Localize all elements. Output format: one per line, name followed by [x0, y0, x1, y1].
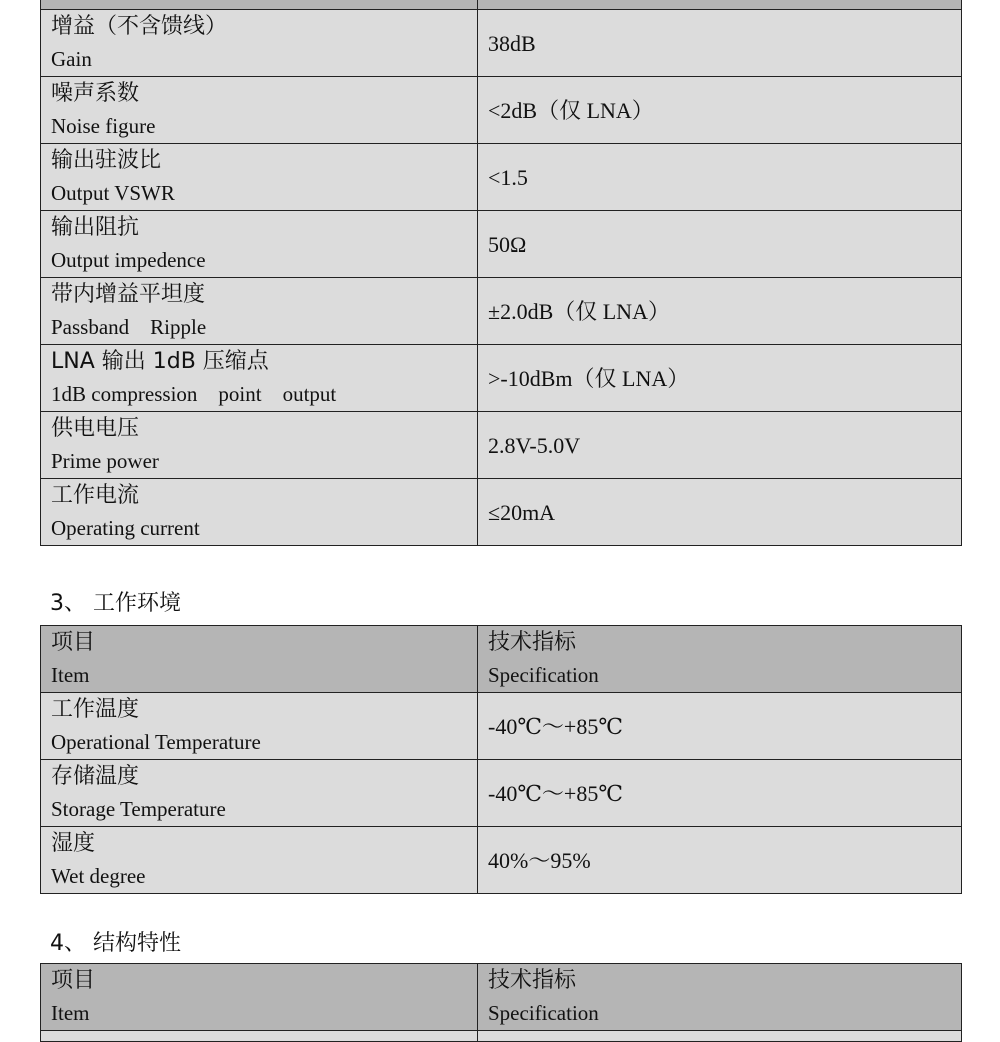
value-cell [478, 760, 962, 827]
section-heading-environment: 3、 工作环境 [50, 591, 181, 616]
item-cn: LNA 输出 1dB 压缩点 [51, 349, 269, 374]
item-value: <1.5 [488, 164, 528, 190]
item-cell [41, 278, 478, 345]
item-en: Gain [51, 47, 92, 71]
value-cell [478, 693, 962, 760]
table-row [41, 412, 962, 479]
item-en: Prime power [51, 449, 159, 473]
item-cn: 存储温度 [51, 764, 140, 789]
value-cell [478, 10, 962, 77]
item-value: 40%～95% [488, 847, 591, 873]
section-heading-structure: 4、 结构特性 [50, 931, 181, 956]
item-en: Noise figure [51, 114, 156, 138]
item-value: 2.8V-5.0V [488, 432, 581, 458]
item-cn: 供电电压 [51, 416, 140, 441]
item-cell [41, 760, 478, 827]
structure-spec-table [40, 963, 962, 1042]
item-cell [41, 345, 478, 412]
table-row [41, 1031, 962, 1042]
item-en: Output impedence [51, 248, 206, 272]
value-cell [478, 278, 962, 345]
header-spec-cell [478, 964, 962, 1031]
item-en: Operational Temperature [51, 730, 261, 754]
table-row [41, 479, 962, 546]
item-cell [41, 10, 478, 77]
item-en: 1dB compression point output [51, 382, 337, 406]
header-item-label [51, 0, 477, 2]
item-value: ≤20mA [488, 499, 556, 525]
item-value: -40℃～+85℃ [488, 780, 623, 806]
item-en: Storage Temperature [51, 797, 226, 821]
table-row [41, 278, 962, 345]
table-row [41, 144, 962, 211]
header-item-cn: 项目 [51, 630, 96, 655]
item-cn: 噪声系数 [51, 81, 140, 106]
header-item-en: Item [51, 1001, 90, 1025]
item-cn: 输出阻抗 [51, 215, 140, 240]
header-item-cell [41, 626, 478, 693]
header-item-cn: 项目 [51, 968, 96, 993]
item-cell [41, 693, 478, 760]
item-value: 50Ω [488, 231, 527, 257]
value-cell [478, 211, 962, 278]
table-header-row [41, 626, 962, 693]
header-item-cell [41, 0, 478, 10]
item-value: 38dB [488, 30, 536, 56]
item-cell [41, 211, 478, 278]
value-cell [478, 144, 962, 211]
header-item-en: Item [51, 663, 90, 687]
header-spec-en: Specification [488, 1001, 599, 1025]
item-cn: 输出驻波比 [51, 148, 162, 173]
value-cell [478, 345, 962, 412]
item-value: ±2.0dB（仅 LNA） [488, 298, 670, 324]
item-cn: 湿度 [51, 831, 96, 856]
header-spec-cn: 技术指标 [488, 968, 577, 993]
header-spec-cell [478, 0, 962, 10]
item-cell [41, 77, 478, 144]
header-spec-cell [478, 626, 962, 693]
header-spec-label [488, 0, 961, 2]
value-cell [478, 77, 962, 144]
item-cell [41, 1031, 478, 1042]
value-cell [478, 479, 962, 546]
table-row [41, 693, 962, 760]
environment-spec-table [40, 625, 962, 894]
item-en: Operating current [51, 516, 200, 540]
item-value: <2dB（仅 LNA） [488, 97, 654, 123]
item-cn: 增益（不含馈线） [51, 14, 228, 39]
item-en: Passband Ripple [51, 315, 207, 339]
table-row [41, 827, 962, 894]
header-spec-cn: 技术指标 [488, 630, 577, 655]
item-cn: 带内增益平坦度 [51, 282, 206, 307]
table-header-row [41, 0, 962, 10]
item-cn: 工作电流 [51, 483, 140, 508]
value-cell [478, 827, 962, 894]
item-value: >-10dBm（仅 LNA） [488, 365, 690, 391]
table-row [41, 345, 962, 412]
electrical-spec-table [40, 0, 962, 546]
table-row [41, 211, 962, 278]
header-item-cell [41, 964, 478, 1031]
item-value: -40℃～+85℃ [488, 713, 623, 739]
table-row [41, 10, 962, 77]
table-row [41, 77, 962, 144]
item-cn: 工作温度 [51, 697, 140, 722]
item-en: Output VSWR [51, 181, 175, 205]
item-cell [41, 827, 478, 894]
table-row [41, 760, 962, 827]
item-cell [41, 144, 478, 211]
item-cell [41, 412, 478, 479]
item-cell [41, 479, 478, 546]
value-cell [478, 412, 962, 479]
table-header-row [41, 964, 962, 1031]
item-en: Wet degree [51, 864, 146, 888]
header-spec-en: Specification [488, 663, 599, 687]
value-cell [478, 1031, 962, 1042]
